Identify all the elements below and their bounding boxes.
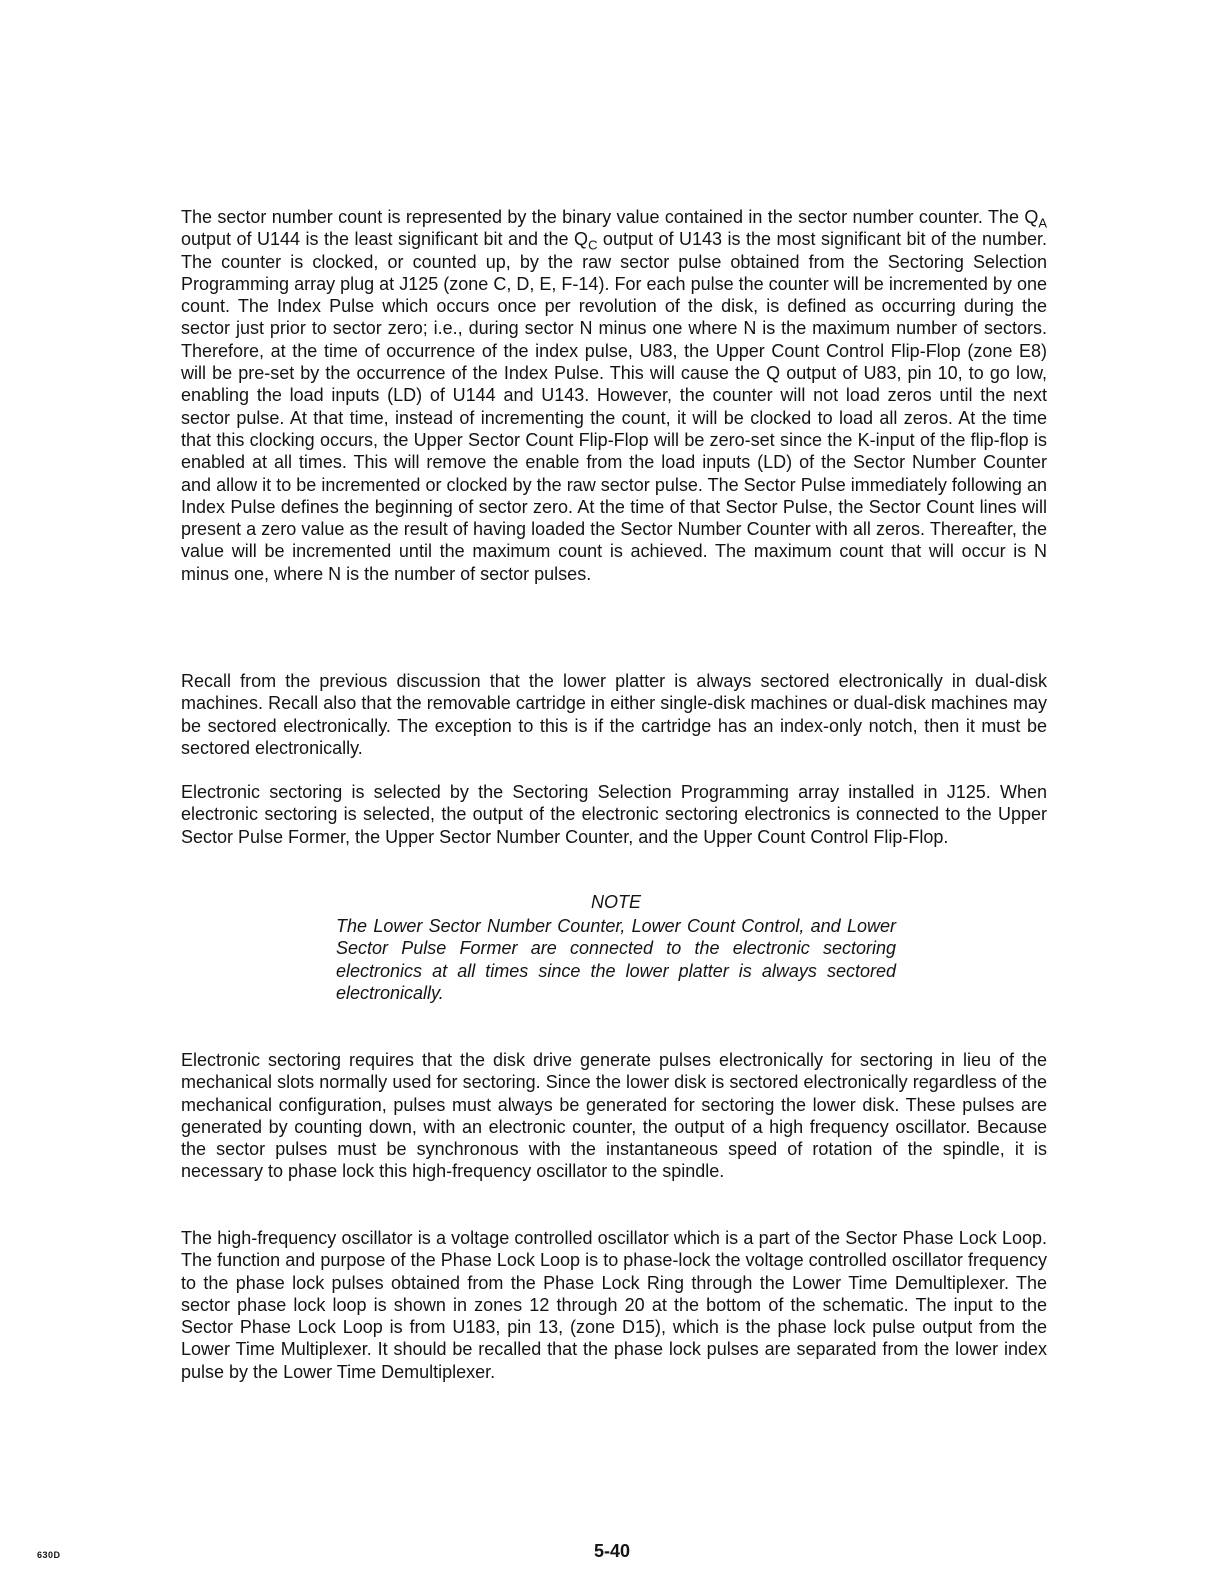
note-text: The Lower Sector Number Counter, Lower Count Control, and Lower Sector Pulse Former are connected to the electronic sectoring electronics at all times since the lower platter is always sectored electronically. [336,916,896,1003]
paragraph-electronic-sectoring-selection: Electronic sectoring is selected by the Sectoring Selection Programming array installed in J125. When electronic sectoring is selected, the output of the electronic sectoring electronics is connected to the Upper Sector Pulse Former, the Upper Sector Number Counter, and the Upper Count Control Flip-Flop. [181,782,1047,847]
subscript-a: A [1038,215,1047,231]
form-code: 630D [37,1550,61,1560]
paragraph-electronic-sectoring-requirements: Electronic sectoring requires that the disk drive generate pulses electronically for sectoring in lieu of the mechanical slots normally used for sectoring. Since the lower disk is sectored electronically regardless of the mechanical configuration, pulses must always be generated for sectoring the lower disk. These pulses are generated by counting down, with an electronic counter, the output of a high frequency oscillator. Because the sector pulses must be synchronous with the instantaneous speed of rotation of the spindle, it is necessary to phase lock this high-frequency oscillator to the spindle. [181,1050,1047,1182]
subscript-c: C [588,237,598,253]
page-number: 5-40 [593,1541,631,1561]
paragraph-phase-lock-loop: The high-frequency oscillator is a voltage controlled oscillator which is a part of the Sector Phase Lock Loop. The function and purpose of the Phase Lock Loop is to phase-lock the voltage controlled oscillator frequency to the phase lock pulses obtained from the Phase Lock Ring through the Lower Time Demultiplexer. The sector phase lock loop is shown in zones 12 through 20 at the bottom of the schematic. The input to the Sector Phase Lock Loop is from U183, pin 13, (zone D15), which is the phase lock pulse output from the Lower Time Multiplexer. It should be recalled that the phase lock pulses are separated from the lower index pulse by the Lower Time Demultiplexer. [181,1228,1047,1382]
p1-text-a: The sector number count is represented by the binary value contained in the sector number counter. The Q [181,207,1039,227]
p1-text-b: output of U144 is the least significant bit and the Q [181,229,589,250]
paragraph-lower-platter: Recall from the previous discussion that the lower platter is always sectored electronically in dual-disk machines. Recall also that the removable cartridge in either single-disk machines or dual-disk machines may be sectored electronically. The exception to this is if the cartridge has an index-only notch, then it must be sectored electronically. [181,671,1047,758]
p1-text-c: output of U143 is the most significant bit of the number. The counter is clocked, or counted up, by the raw sector pulse obtained from the Sectoring Selection Programming array plug at J125 (zone C, D, E, F-14). For each pulse the counter will be incremented by one count. The Index Pulse which occurs once per revolution of the disk, is defined as occurring during the sector just prior to sector zero; i.e., during sector N minus one where N is the maximum number of sectors. Therefore, at the time of occurrence of the index pulse, U83, the Upper Count Control Flip-Flop (zone E8) will be pre-set by the occurrence of the Index Pulse. This will cause the Q output of U83, pin 10, to go low, enabling the load inputs (LD) of U144 and U143. However, the counter will not load zeros until the next sector pulse. At that time, instead of incrementing the count, it will be clocked to load all zeros. At the time that this clocking occurs, the Upper Sector Count Flip-Flop will be zero-set since the K-input of the flip-flop is enabled at all times. This will remove the enable from the load inputs (LD) of the Sector Number Counter and allow it to be incremented or clocked by the raw sector pulse. The Sector Pulse immediately following an Index Pulse defines the beginning of sector zero. At the time of that Sector Pulse, the Sector Count lines will present a zero value as the result of having loaded the Sector Number Counter with all zeros. Thereafter, the value will be incremented until the maximum count is achieved. The maximum count that will occur is N minus one, where N is the number of sector pulses. [181,229,1047,584]
note-title: NOTE [590,892,641,912]
paragraph-sector-number-count [181,206,1047,585]
